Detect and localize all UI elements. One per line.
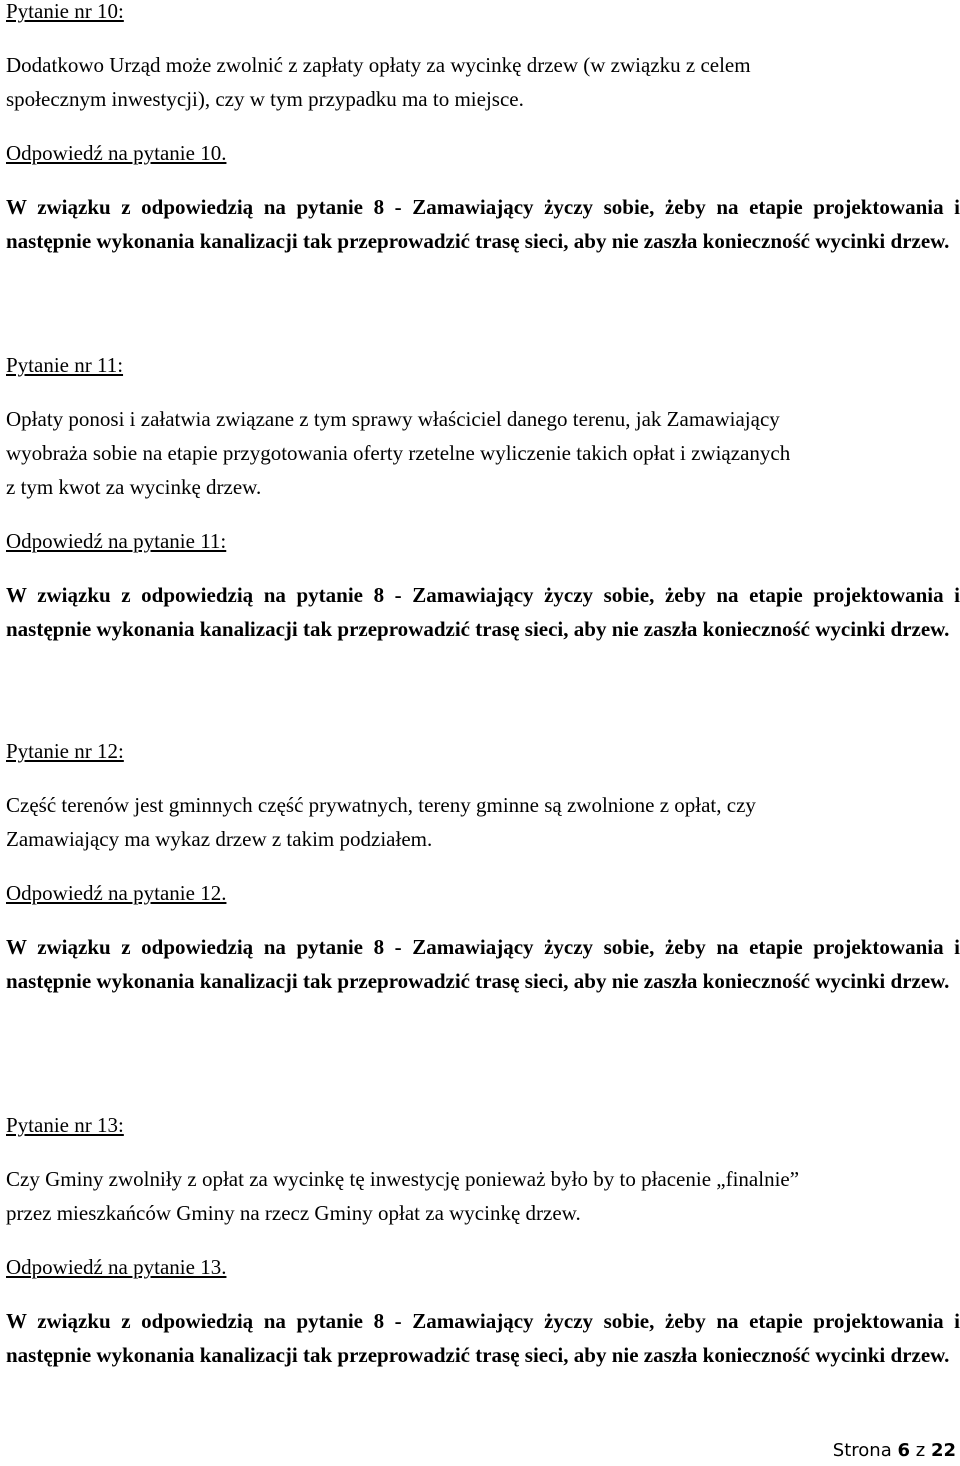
answer-title: Odpowiedź na pytanie 10. <box>6 141 227 165</box>
question-title: Pytanie nr 11: <box>6 353 124 377</box>
question-text-line: Czy Gminy zwolniły z opłat za wycinkę tę inwestycję ponieważ było by to płacenie „finalnie” <box>6 1167 800 1191</box>
footer-page-number: 6 <box>897 1440 911 1461</box>
question-text-line: wyobraża sobie na etapie przygotowania oferty rzetelne wyliczenie takich opłat i związanych <box>6 441 791 465</box>
answer-text: W związku z odpowiedzią na pytanie 8 - Zamawiający życzy sobie, żeby na etapie projektowania i następnie wykonania kanalizacji tak przeprowadzić trasę sieci, aby nie zaszła konieczność wycinki drzew. <box>6 1309 960 1367</box>
question-section-10 <box>6 0 960 258</box>
question-title: Pytanie nr 13: <box>6 1113 124 1137</box>
answer-title: Odpowiedź na pytanie 12. <box>6 881 227 905</box>
question-section-13 <box>6 1108 960 1372</box>
question-title: Pytanie nr 10: <box>6 0 124 23</box>
footer-prefix: Strona <box>832 1440 892 1461</box>
answer-title: Odpowiedź na pytanie 11: <box>6 529 227 553</box>
question-section-12 <box>6 734 960 998</box>
question-section-11 <box>6 348 960 646</box>
question-text-line: Część terenów jest gminnych część prywatnych, tereny gminne są zwolnione z opłat, czy <box>6 793 756 817</box>
question-text-line: Zamawiający ma wykaz drzew z takim podziałem. <box>6 827 433 851</box>
answer-text: W związku z odpowiedzią na pytanie 8 - Zamawiający życzy sobie, żeby na etapie projektowania i następnie wykonania kanalizacji tak przeprowadzić trasę sieci, aby nie zaszła konieczność wycinki drzew. <box>6 935 960 993</box>
question-text-line: przez mieszkańców Gminy na rzecz Gminy opłat za wycinkę drzew. <box>6 1201 581 1225</box>
answer-text: W związku z odpowiedzią na pytanie 8 - Zamawiający życzy sobie, żeby na etapie projektowania i następnie wykonania kanalizacji tak przeprowadzić trasę sieci, aby nie zaszła konieczność wycinki drzew. <box>6 195 960 253</box>
question-title: Pytanie nr 12: <box>6 739 124 763</box>
page-footer <box>833 1438 956 1464</box>
answer-text: W związku z odpowiedzią na pytanie 8 - Zamawiający życzy sobie, żeby na etapie projektowania i następnie wykonania kanalizacji tak przeprowadzić trasę sieci, aby nie zaszła konieczność wycinki drzew. <box>6 583 960 641</box>
question-text-line: Opłaty ponosi i załatwia związane z tym sprawy właściciel danego terenu, jak Zamawiający <box>6 407 780 431</box>
footer-page-total: 22 <box>930 1440 956 1461</box>
answer-title: Odpowiedź na pytanie 13. <box>6 1255 227 1279</box>
footer-separator: z <box>915 1440 926 1461</box>
question-text-line: społecznym inwestycji), czy w tym przypadku ma to miejsce. <box>6 87 524 111</box>
question-text-line: Dodatkowo Urząd może zwolnić z zapłaty opłaty za wycinkę drzew (w związku z celem <box>6 53 751 77</box>
question-text-line: z tym kwot za wycinkę drzew. <box>6 475 262 499</box>
